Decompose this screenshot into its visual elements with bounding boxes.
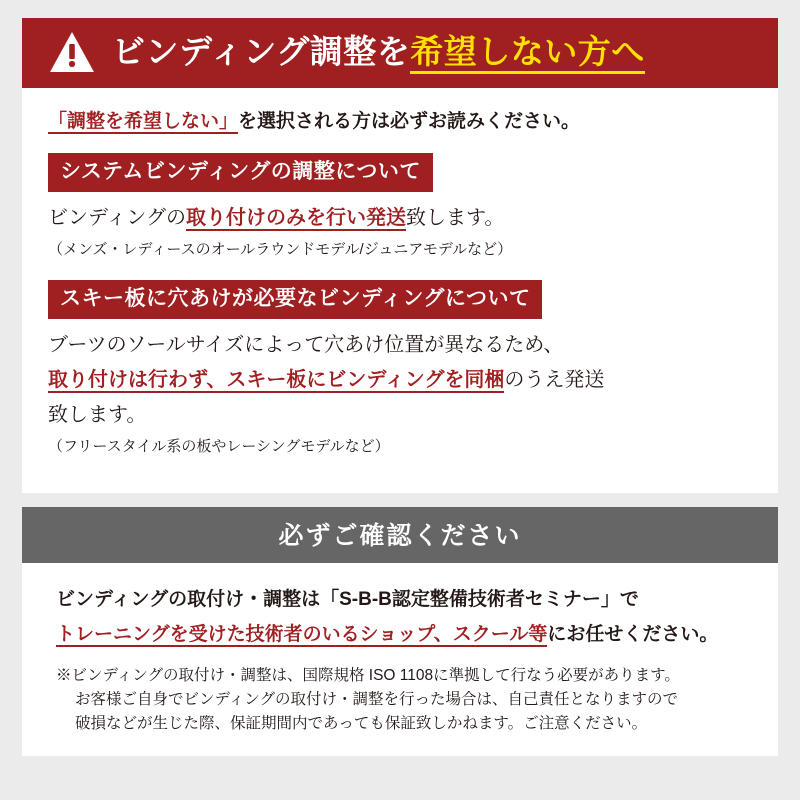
fineprint-line-2: お客様ご自身でビンディングの取付け・調整を行った場合は、自己責任となりますので bbox=[75, 691, 678, 709]
fineprint-line-3: 破損などが生じた際、保証期間内であっても保証致しかねます。ご注意ください。 bbox=[75, 715, 648, 733]
confirmation-line-1: ビンディングの取付け・調整は「S-B-B認定整備技術者セミナー」で bbox=[56, 589, 639, 611]
section-1-line-pre: ビンディングの bbox=[48, 206, 186, 229]
section-2-line-2-emphasis: 取り付けは行わず、スキー板にビンディングを同梱 bbox=[48, 369, 505, 392]
section-1-note: （メンズ・レディースのオールラウンドモデル/ジュニアモデルなど） bbox=[48, 240, 513, 258]
warning-triangle-icon bbox=[48, 30, 96, 74]
panel2-body bbox=[22, 587, 778, 736]
confirmation-heading: 必ずご確認ください bbox=[22, 507, 778, 563]
section-1-line-post: 致します。 bbox=[406, 206, 505, 229]
lead-text bbox=[48, 110, 752, 135]
section-1-line bbox=[48, 204, 752, 233]
section-2-heading-wrap bbox=[48, 280, 752, 319]
page-title bbox=[112, 34, 645, 70]
section-1-heading: システムビンディングの調整について bbox=[48, 153, 433, 192]
section-1-heading-wrap bbox=[48, 153, 752, 192]
section-2-line-2-post: のうえ発送 bbox=[504, 369, 605, 392]
page-title-highlight: 希望しない方へ bbox=[410, 33, 645, 74]
binding-adjustment-panel bbox=[22, 18, 778, 493]
section-2-note: （フリースタイル系の板やレーシングモデルなど） bbox=[48, 438, 390, 456]
confirmation-panel bbox=[22, 507, 778, 756]
panel1-body bbox=[22, 110, 778, 457]
section-2-line-3: 致します。 bbox=[48, 404, 147, 427]
section-2-line-1: ブーツのソールサイズによって穴あけ位置が異なるため、 bbox=[48, 334, 564, 357]
confirmation-line-2-emphasis: トレーニングを受けた技術者のいるショップ、スクール等 bbox=[56, 623, 548, 645]
confirmation-line-2 bbox=[56, 622, 744, 649]
fineprint-block bbox=[56, 664, 744, 736]
section-2-line-2 bbox=[48, 366, 752, 395]
panel-header-bar bbox=[22, 18, 778, 88]
page-title-plain: ビンディング調整を bbox=[112, 32, 411, 70]
section-2-heading: スキー板に穴あけが必要なビンディングについて bbox=[48, 280, 542, 319]
lead-quote: 「調整を希望しない」 bbox=[48, 111, 239, 132]
confirmation-line-2-post: にお任せください。 bbox=[547, 623, 719, 645]
lead-rest: を選択される方は必ずお読みください。 bbox=[238, 111, 581, 132]
fineprint-line-1: ※ビンディングの取付け・調整は、国際規格 ISO 1108に準拠して行なう必要があります。 bbox=[56, 667, 680, 685]
section-1-line-emphasis: 取り付けのみを行い発送 bbox=[186, 206, 406, 229]
